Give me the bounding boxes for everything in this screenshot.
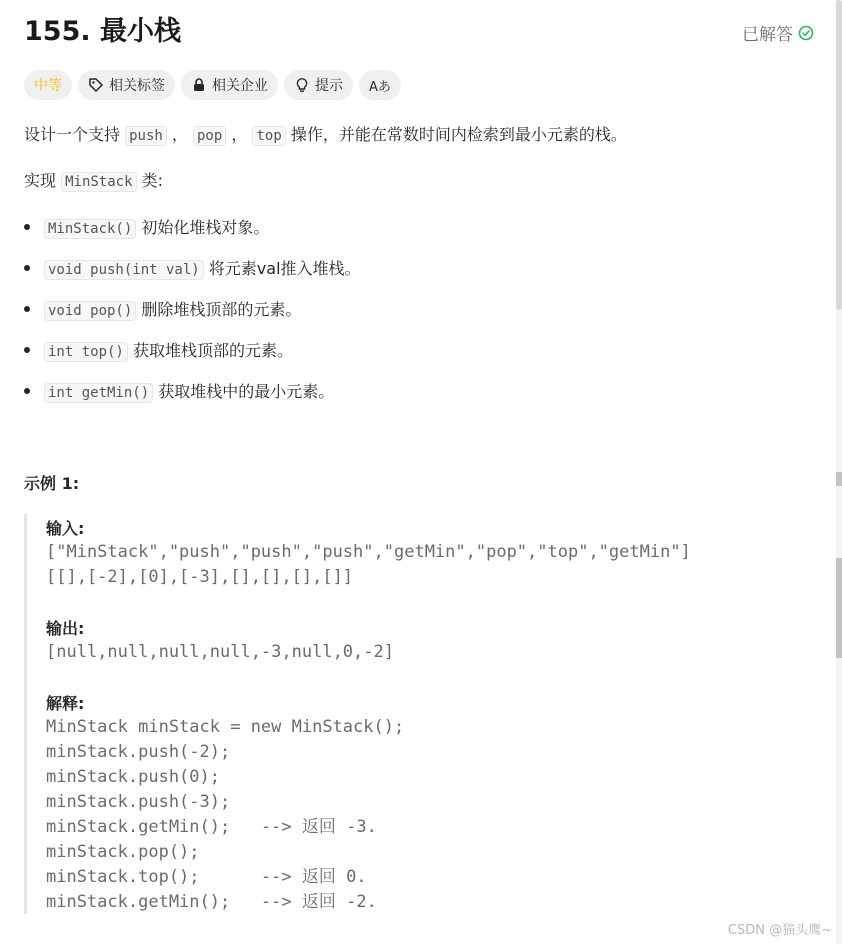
output-line: [null,null,null,null,-3,null,0,-2] [46,642,394,662]
explain-line: minStack.top(); --> 返回 0. [46,867,367,887]
input-line-1: ["MinStack","push","push","push","getMin","pop","top","getMin"] [46,542,691,562]
output-label: 输出: [46,619,85,638]
example-block [24,514,817,914]
vertical-scrollbar[interactable] [836,0,842,944]
problem-title[interactable]: 155. 最小栈 [24,16,182,47]
list-item [44,380,334,405]
translate-tag[interactable] [359,70,401,100]
desc-sep-2: ， [226,125,253,144]
explain-line: minStack.getMin(); --> 返回 -3. [46,817,377,837]
method-code: void push(int val) [44,260,204,280]
code-top: top [252,126,285,146]
list-bullet [24,388,30,394]
hints-label: 提示 [315,78,343,94]
solved-label: 已解答 [742,25,793,45]
method-desc: 获取堆栈顶部的元素。 [127,341,293,360]
watermark: CSDN @猫头鹰~ [727,923,832,938]
solved-status [742,20,814,45]
desc-sep-1: ， [166,125,193,144]
explain-line: minStack.push(-2); [46,742,231,762]
hints-tag[interactable] [284,70,353,100]
scroll-marker [836,472,842,486]
explain-line: minStack.pop(); [46,842,200,862]
code-push: push [125,126,167,146]
code-minstack: MinStack [61,172,136,192]
explain-label: 解释: [46,694,85,713]
difficulty-tag[interactable] [24,70,72,100]
scrollbar-thumb[interactable] [836,0,842,310]
method-code: MinStack() [44,219,136,239]
method-desc: 将元素val推入堆栈。 [203,259,361,278]
tag-bar [24,70,401,100]
method-desc: 初始化堆栈对象。 [136,218,270,237]
method-code: void pop() [44,301,136,321]
method-desc: 删除堆栈顶部的元素。 [136,300,302,319]
method-desc: 获取堆栈中的最小元素。 [153,382,335,401]
check-circle-icon [798,25,814,41]
implement-paragraph [24,169,163,194]
list-bullet [24,265,30,271]
difficulty-label: 中等 [34,78,62,94]
list-item [44,339,293,364]
list-bullet [24,224,30,230]
desc-text-2: 操作，并能在常数时间内检索到最小元素的栈。 [285,125,627,144]
list-item [44,298,301,323]
related-companies-tag[interactable] [181,70,278,100]
list-bullet [24,347,30,353]
list-item [44,216,269,241]
translate-icon: Aあ [369,79,391,95]
input-line-2: [[],[-2],[0],[-3],[],[],[],[]] [46,567,354,587]
explain-line: minStack.push(0); [46,767,220,787]
scroll-marker [836,558,842,658]
implement-prefix: 实现 [24,171,62,190]
related-topics-tag[interactable] [78,70,175,100]
title-row [24,14,814,50]
lock-icon [191,77,207,93]
explain-line: minStack.getMin(); --> 返回 -2. [46,892,377,912]
method-code: int getMin() [44,383,153,403]
implement-suffix: 类: [136,171,164,190]
related-companies-label: 相关企业 [212,78,268,94]
lightbulb-icon [294,77,310,93]
example-title: 示例 1: [24,474,80,493]
input-label: 输入: [46,519,85,538]
list-bullet [24,306,30,312]
tag-icon [88,77,104,93]
description-paragraph [24,123,627,148]
method-code: int top() [44,342,128,362]
explain-line: minStack.push(-3); [46,792,231,812]
desc-text-1: 设计一个支持 [24,125,126,144]
code-pop: pop [193,126,226,146]
list-item [44,257,361,282]
explain-line: MinStack minStack = new MinStack(); [46,717,405,737]
related-topics-label: 相关标签 [109,78,165,94]
